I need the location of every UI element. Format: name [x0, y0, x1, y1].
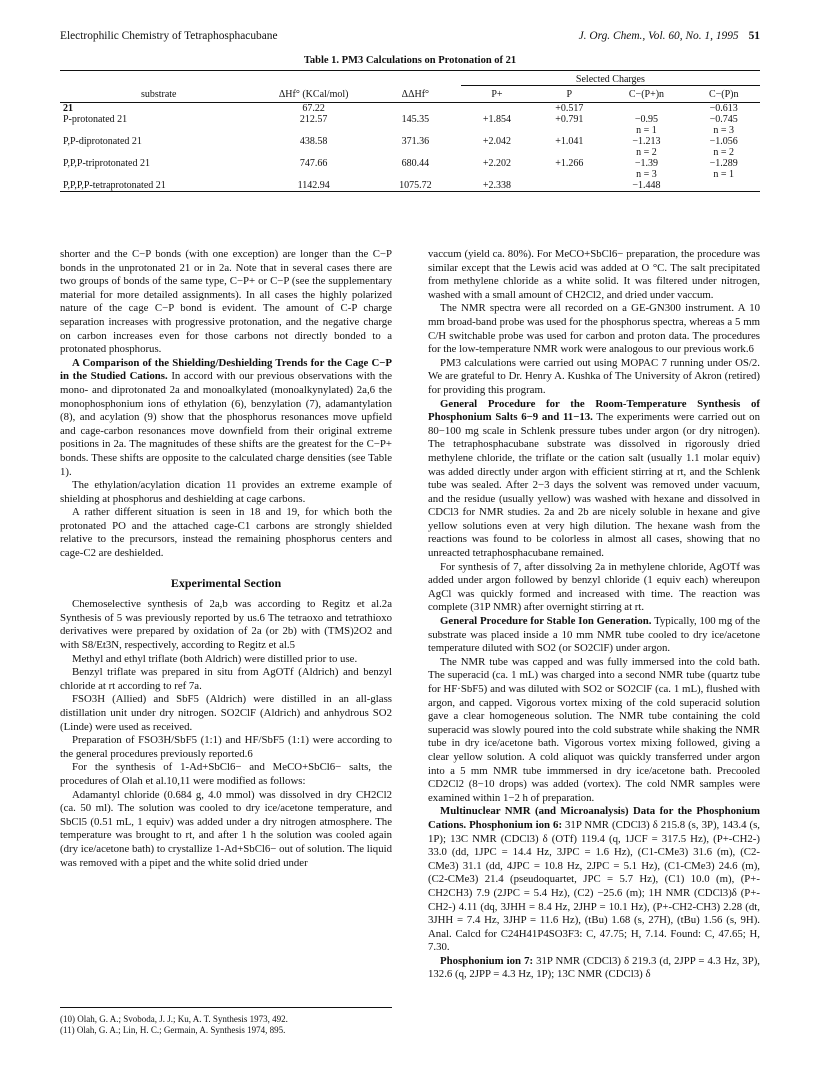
- cell-dhf: 212.57: [299, 114, 328, 125]
- right-column: [428, 248, 760, 982]
- cell-pplus: +2.202: [482, 158, 512, 169]
- cell-dhf: 747.66: [299, 158, 328, 169]
- col-header-p: P: [533, 86, 605, 103]
- cell-p: [533, 180, 605, 192]
- cell-c-p: −0.613: [709, 103, 738, 114]
- table-row: [60, 147, 760, 158]
- cell-ddhf: [370, 169, 461, 180]
- cell-substrate: [60, 147, 257, 158]
- cell-dhf: [257, 169, 369, 180]
- cell-dhf: 1142.94: [297, 180, 330, 191]
- paragraph: Methyl and ethyl triflate (both Aldrich) were distilled prior to use.: [72, 652, 358, 665]
- cell-c-p: −0.745: [709, 114, 738, 125]
- paragraph: vaccum (yield ca. 80%). For MeCO+SbCl6− preparation, the procedure was similar except that the Lewis acid was added at O °C. The salt precipitated from methylene chloride as a white solid. It was filtered under nitrogen, washed with a small amount of CH2Cl2, and dried under vaccum.: [428, 248, 760, 301]
- paragraph: General Procedure for the Room-Temperature Synthesis of Phosphonium Salts 6−9 and 11−13. The experiments were carried out on 80−100 mg scale in Schlenk pressure tubes under argon (or dry nitrogen). The tetraphosphacubane substrate was dissolved in rigorously dried methylene chloride, the triflate or the cation salt (usually 1.1 molar equiv) was added directly under argon with efficient stirring at rt, and the Schlenk tube was sealed. After 2−3 days the solvent was removed under vacuum, and the residue (usually yellow) was washed with hexane and dissolved in CDCl3 for NMR studies. 2a and 2b are nicely soluble in hexane and give yellow solutions even at very high dilution. The hexane wash from the reactions was found to be colorless in almost all cases, showing that no unreacted tetraphosphacubane remained.: [428, 397, 760, 560]
- cell-c-p: [688, 180, 761, 192]
- paragraph-heading: General Procedure for the Room-Temperature Synthesis of Phosphonium Salts 6−9 and 11−13.: [428, 397, 760, 424]
- charges-table: [60, 70, 760, 193]
- cell-substrate: [60, 125, 257, 136]
- cell-pplus: [461, 125, 533, 136]
- paragraph: Adamantyl chloride (0.684 g, 4.0 mmol) was dissolved in dry CH2Cl2 (ca. 50 ml). The solution was cooled to dry ice/acetone temperature, and SbCl5 (0.51 mL, 1 equiv) was added under a dry nitrogen atmosphere. The temperature was brought to rt, and after 1 h the solution was cooled again (dry ice/acetone bath) to crystallize 1-Ad+SbCl6− out of solution. The liquid was removed with a pipet and the white solid dried under: [60, 788, 392, 869]
- paragraph: A Comparison of the Shielding/Deshielding Trends for the Cage C−P in the Studied Cations. In accord with our previous observations with the mono- and diprotonated 2a and monoalkylated (monoalkynylated) 2a,6 the monophosphonium ions of ethylation (6), benzylation (7), adamantylation (8), and acylation (9) show that the phosphorus resonances move upfield and cage-carbon resonances move downfield from their original extreme positions in 2a. The magnitudes of these shifts are the greatest for the C−P+ bonds. These shifts are opposite to the calculated charge densities (see Table 1).: [60, 356, 393, 478]
- col-header-ddhf: ΔΔHf°: [370, 86, 461, 103]
- cell-p: [533, 147, 605, 158]
- paragraph: For synthesis of 7, after dissolving 2a in methylene chloride, AgOTf was added under argon followed by benzyl chloride (1 equiv each) whereupon AgCl was quickly formed and increased with time. The reaction was complete (31P NMR) after overnight stirring at rt.: [428, 560, 760, 614]
- cell-substrate: 21: [63, 103, 73, 114]
- cell-substrate: P-protonated 21: [63, 114, 128, 125]
- cell-ddhf: [370, 147, 461, 158]
- cell-c-p: −1.056: [709, 136, 738, 147]
- cell-p: +0.791: [555, 114, 584, 125]
- paragraph: Preparation of FSO3H/SbF5 (1:1) and HF/SbF5 (1:1) were according to the general procedures previously reported.6: [60, 734, 392, 760]
- cell-substrate: P,P-diprotonated 21: [63, 136, 142, 147]
- cell-c-pplus: −1.213: [632, 136, 661, 147]
- cell-pplus: [461, 103, 533, 115]
- cell-c-p: n = 2: [713, 147, 735, 158]
- cell-substrate: P,P,P,P-tetraprotonated 21: [63, 180, 166, 191]
- cell-p: +1.266: [555, 158, 584, 169]
- footnote: (11) Olah, G. A.; Lin, H. C.; Germain, A. Synthesis 1974, 895.: [60, 1025, 286, 1035]
- cell-p: [533, 169, 605, 180]
- cell-pplus: [461, 147, 533, 158]
- table-row: [60, 103, 760, 115]
- cell-ddhf: [370, 103, 461, 115]
- footnotes: [60, 1007, 392, 1036]
- table-row: [60, 169, 760, 180]
- page-number: 51: [748, 30, 760, 42]
- paragraph: A rather different situation is seen in 18 and 19, for which both the protonated PO and the attached cage-C1 carbons are strongly shielded relative to the precursors, instead the remaining phosphorus centers and cage-C2 are deshielded.: [60, 506, 392, 560]
- cell-pplus: +1.854: [482, 114, 512, 125]
- col-header-substrate: substrate: [60, 86, 257, 103]
- cell-ddhf: 680.44: [401, 158, 430, 169]
- cell-c-pplus: n = 1: [636, 125, 657, 136]
- cell-c-pplus: [605, 103, 687, 115]
- table-group-header-row: [60, 72, 760, 86]
- cell-dhf: [257, 147, 369, 158]
- col-header-dhf: ΔHf° (KCal/mol): [257, 86, 369, 103]
- running-header: [60, 30, 760, 46]
- table-row: [60, 158, 760, 169]
- paragraph: For the synthesis of 1-Ad+SbCl6− and MeCO+SbCl6− salts, the procedures of Olah et al.10,11 were modified as follows:: [60, 761, 392, 787]
- paragraph-heading: Multinuclear NMR (and Microanalysis) Data for the Phosphonium Cations. Phosphonium ion 6:: [428, 805, 760, 831]
- table-group-header: Selected Charges: [461, 72, 760, 86]
- cell-c-pplus: n = 2: [636, 147, 657, 158]
- cell-ddhf: 371.36: [401, 136, 430, 147]
- cell-p: +0.517: [555, 103, 584, 114]
- header-citation: J. Org. Chem., Vol. 60, No. 1, 1995 51: [578, 30, 760, 42]
- cell-dhf: 438.58: [299, 136, 328, 147]
- table-row: [60, 180, 760, 192]
- cell-c-p: n = 3: [713, 125, 735, 136]
- cell-c-p: −1.289: [709, 158, 738, 169]
- paragraph: General Procedure for Stable Ion Generation. Typically, 100 mg of the substrate was placed inside a 10 mm NMR tube cooled to dry ice/acetone temperature diluted with SO2 (or SO2ClF) under argon.: [428, 615, 760, 655]
- paragraph-heading: General Procedure for Stable Ion Generation.: [440, 615, 652, 628]
- paragraph: shorter and the C−P bonds (with one exception) are longer than the C−P bonds in the unprotonated 21 or in 2a. Note that in several cases there are two groups of bonds of the same type, C−P+ or C−P (see the supplementary material for more detailed assignments). In all cases the highly polarized nature of the cage C−P bond is evident. The amount of C-P charge separation increases with progressive protonation, and the negative charge on carbon increases even for those carbons not directly bonded to a protonated phosphorus.: [60, 248, 392, 356]
- paragraph: The NMR tube was capped and was fully immersed into the cold bath. The superacid (ca. 1 mL) was charged into a second NMR tube (quartz tube for HF·SbF5) and was diluted with SO2 or SO2ClF (ca. 1 mL), flushed with argon, and capped. Vigorous vortex mixing of the cold superacid solution gave a clear homogeneous solution. The NMR tube containing the cold superacid was slowly poured into the cold substrate while shaking the NMR tube in dry ice/acetone bath. Vigorous vortex mixing followed, giving a clear yellow solution. A cold aliquot was quickly transferred under argon into a 5 mm NMR tube immmersed in dry ice/acetone bath. Precooled CD2Cl2 (8−10 drops) was added (vortex). The cold NMR samples were examined within 1−2 h of preparation.: [428, 655, 760, 804]
- paragraph: Phosphonium ion 7: 31P NMR (CDCl3) δ 219.3 (d, 2JPP = 4.3 Hz, 3P), 132.6 (q, 2JPP = 4.3 Hz, 1P); 13C NMR (CDCl3) δ: [428, 954, 760, 981]
- cell-c-pplus: n = 3: [636, 169, 657, 180]
- cell-substrate: P,P,P-triprotonated 21: [63, 158, 150, 169]
- left-column: [60, 248, 392, 870]
- cell-ddhf: [370, 125, 461, 136]
- cell-ddhf: 1075.72: [399, 180, 432, 191]
- paragraph-heading: Phosphonium ion 7:: [440, 954, 534, 967]
- cell-pplus: [461, 169, 533, 180]
- paragraph: Benzyl triflate was prepared in situ from AgOTf (Aldrich) and benzyl chloride at rt according to ref 7a.: [60, 666, 392, 692]
- col-header-c-p: C−(P)n: [688, 86, 761, 103]
- table-row: [60, 114, 760, 125]
- paragraph: The NMR spectra were all recorded on a GE-GN300 instrument. A 10 mm broad-band probe was used for the phosphorus spectra, whereas a 5 mm C/H switchable probe was used for carbon and proton data. The procedures for the low-temperature NMR work were analogous to our previous work.6: [428, 302, 760, 356]
- table-column-header-row: [60, 86, 760, 103]
- paragraph: FSO3H (Allied) and SbF5 (Aldrich) were distilled in an all-glass distillation unit under dry nitrogen. SO2ClF (Aldrich) and anhydrous SO2 (Linde) were used as received.: [60, 693, 392, 733]
- cell-dhf: [257, 125, 369, 136]
- paragraph: Multinuclear NMR (and Microanalysis) Data for the Phosphonium Cations. Phosphonium ion 6: 31P NMR (CDCl3) δ 215.8 (s, 3P), 143.4 (s, 1P); 13C NMR (CDCl3) δ (OTf) 119.4 (q, 1JCF = 317.5 Hz), (P+-CH2-) 33.0 (dd, 1JPC = 14.4 Hz, 3JPC = 1.6 Hz), (C1-CMe3) 31.6 (m), (C2-CMe3) 31.1 (dd, 4JPC = 10.8 Hz, 2JPC = 5.1 Hz), (C1-CMe3) 24.6 (m), (C2-CMe3) 21.4 (pseudoquartet, JPC = 5.7 Hz), (C1) 10.0 (m), (P+-CH2CH3) 7.9 (2JPC = 5.4 Hz), (C2) −25.6 (m); 1H NMR (CDCl3)δ (P+-CH2-) 4.11 (dq, 3JHH = 8.4 Hz, 2JHP = 10.1 Hz), (P+-CH2-CH3) 2.28 (dt, 3JHH = 7.4 Hz, 3JHP = 11.6 Hz), (tBu) 1.68 (s, 27H), (tBu) 1.56 (s, 9H). Anal. Calcd for C24H41P4SO3F3: C, 47.75; H, 7.14. Found: C, 47.65; H, 7.30.: [428, 805, 761, 954]
- paragraph: Chemoselective synthesis of 2a,b was according to Regitz et al.2a Synthesis of 5 was previously reported by us.6 The tetraoxo and tetrathioxo derivatives were prepared by oxidation of 2a (or 2b) with (TMS)2O2 and with S8/Et3N, respectively, according to Regitz et al.5: [60, 598, 392, 652]
- cell-c-p: n = 1: [713, 169, 735, 180]
- table-bottom-rule: [60, 192, 760, 194]
- header-title: Electrophilic Chemistry of Tetraphosphacubane: [60, 30, 278, 42]
- table-caption: Table 1. PM3 Calculations on Protonation of 21: [303, 55, 517, 66]
- cell-pplus: +2.338: [482, 180, 512, 191]
- paragraph: The ethylation/acylation dication 11 provides an extreme example of shielding at phosphorus and deshielding at cage carbons.: [60, 479, 392, 505]
- footnote: (10) Olah, G. A.; Svoboda, J. J.; Ku, A. T. Synthesis 1973, 492.: [60, 1014, 288, 1024]
- section-heading: Experimental Section: [170, 575, 282, 590]
- cell-c-pplus: −1.39: [634, 158, 659, 169]
- cell-pplus: +2.042: [482, 136, 512, 147]
- cell-c-pplus: −1.448: [632, 180, 661, 191]
- paragraph: PM3 calculations were carried out using MOPAC 7 running under OS/2. We are grateful to Dr. Henry A. Kushka of The University of Akron (retired) for providing this program.: [428, 356, 760, 396]
- cell-p: +1.041: [555, 136, 584, 147]
- cell-dhf: 67.22: [302, 103, 325, 114]
- cell-ddhf: 145.35: [401, 114, 430, 125]
- col-header-c-pplus: C−(P+)n: [605, 86, 687, 103]
- cell-p: [533, 125, 605, 136]
- cell-substrate: [60, 169, 257, 180]
- table-row: [60, 136, 760, 147]
- col-header-pplus: P+: [461, 86, 533, 103]
- cell-c-pplus: −0.95: [634, 114, 659, 125]
- table-row: [60, 125, 760, 136]
- paragraph-heading: A Comparison of the Shielding/Deshielding Trends for the Cage C−P in the Studied Cations.: [60, 356, 392, 383]
